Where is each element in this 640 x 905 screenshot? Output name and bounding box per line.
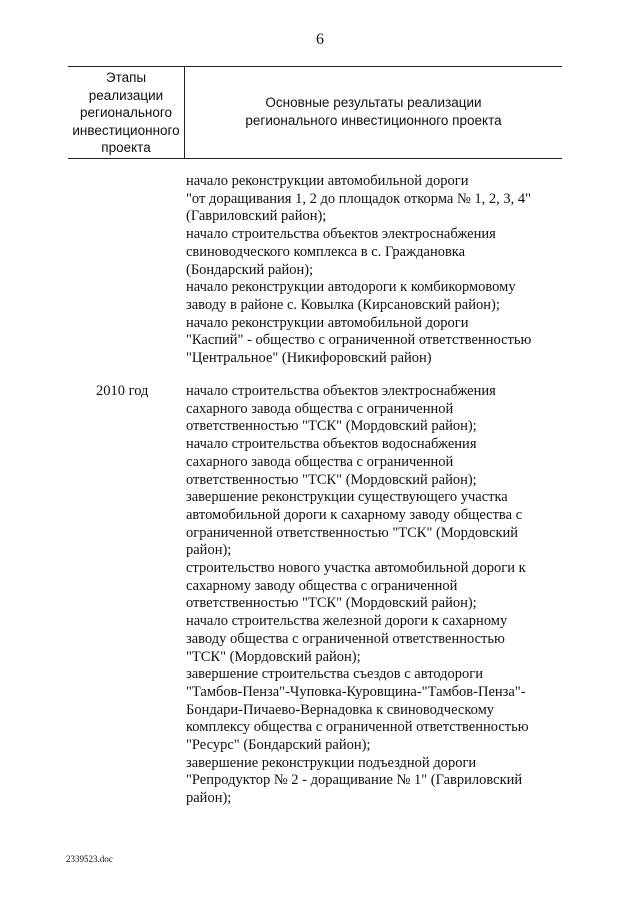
header-stages-line: инвестиционного (72, 122, 180, 138)
result-line: Бондари-Пичаево-Вернадовка к свиноводческому (186, 701, 495, 718)
result-line: автомобильной дороги к сахарному заводу общества с (186, 506, 523, 523)
document-id: 2339523.doc (66, 854, 113, 864)
result-line: начало строительства объектов электроснабжения (186, 383, 496, 399)
result-line: начало реконструкции автомобильной дороги (186, 173, 469, 189)
result-line: завершение реконструкции существующего участка (186, 489, 508, 506)
header-stages-line: Этапы (105, 70, 147, 85)
header-stages-column (68, 69, 184, 157)
result-line: комплексу общества с ограниченной ответственностью (186, 719, 529, 736)
result-line: ответственностью "ТСК" (Мордовский район); (186, 471, 477, 488)
result-line: район); (186, 542, 232, 559)
header-results-column (185, 94, 562, 130)
row-results (186, 383, 566, 808)
result-line: "Каспий" - общество с ограниченной ответственностью (186, 332, 532, 349)
result-line: "Репродуктор № 2 - доращивание № 1" (Гавриловский (186, 772, 523, 789)
result-line: район); (186, 790, 232, 807)
result-line: заводу в районе с. Ковылка (Кирсановский район); (186, 296, 500, 313)
result-line: (Гавриловский район); (186, 208, 327, 225)
result-line: сахарного завода общества с ограниченной (186, 400, 454, 417)
result-line: "Тамбов-Пенза"-Чуповка-Куровщина-"Тамбов-Пенза"- (186, 683, 526, 700)
header-stages-line: регионального (80, 105, 172, 120)
result-line: строительство нового участка автомобильной дороги к (186, 560, 526, 577)
result-line: "Центральное" (Никифоровский район) (186, 350, 432, 367)
result-line: начало реконструкции автодороги к комбикормовому (186, 279, 516, 296)
result-line: сахарному заводу общества с ограниченной (186, 577, 458, 594)
result-line: ответственностью "ТСК" (Мордовский район); (186, 418, 477, 435)
result-line: завершение строительства съездов с автодороги (186, 666, 484, 683)
result-line: "от доращивания 1, 2 до площадок откорма № 1, 2, 3, 4" (186, 190, 532, 207)
result-line: заводу общества с ограниченной ответственностью (186, 630, 505, 647)
table-header (68, 66, 562, 159)
header-stages-line: проекта (101, 140, 151, 155)
result-line: ответственностью "ТСК" (Мордовский район); (186, 595, 477, 612)
header-results-line: Основные результаты реализации (265, 95, 482, 110)
result-line: свиноводческого комплекса в с. Граждановка (186, 243, 466, 260)
row-results (186, 173, 566, 368)
result-line: сахарного завода общества с ограниченной (186, 453, 454, 470)
result-line: (Бондарский район); (186, 261, 314, 278)
result-line: начало реконструкции автомобильной дороги (186, 314, 469, 331)
result-line: "Ресурс" (Бондарский район); (186, 737, 371, 754)
page-number: 6 (316, 31, 324, 48)
header-stages-line: реализации (88, 87, 164, 103)
result-line: начало строительства объектов электроснабжения (186, 226, 496, 243)
result-line: ограниченной ответственностью "ТСК" (Мордовский (186, 524, 519, 541)
result-line: "ТСК" (Мордовский район); (186, 648, 361, 665)
row-year: 2010 год (96, 383, 149, 399)
result-line: начало строительства объектов водоснабжения (186, 436, 477, 453)
result-line: завершение реконструкции подъездной дороги (186, 754, 477, 771)
header-results-line: регионального инвестиционного проекта (245, 113, 502, 128)
result-line: начало строительства железной дороги к сахарному (186, 613, 508, 630)
